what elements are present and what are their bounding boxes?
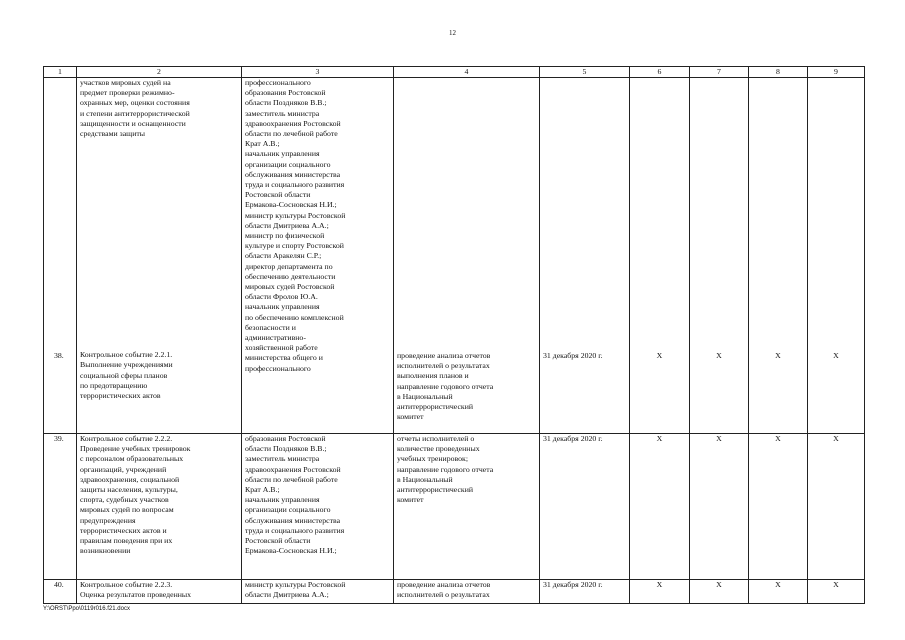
mark-cell: Х <box>690 78 749 434</box>
row-number: 39. <box>44 434 77 580</box>
column-header: 6 <box>630 67 690 78</box>
event-cell: участков мировых судей на предмет проверки режимно- охранных мер, оценки состояния и степени антитеррористической защищенности и оснащенности средствами защиты Контрольное событие 2.2.1. Выполнение учреждениями социальной сферы планов по предотвращению террористических актов <box>77 78 242 434</box>
mark-cell: Х <box>808 580 865 604</box>
mark-cell: Х <box>630 580 690 604</box>
mark-cell: Х <box>808 78 865 434</box>
responsible-cell: образования Ростовской области Поздняков В.В.; заместитель министра здравоохранения Ростовской области по лечебной работе Крат А.В.; начальник управления организации социального обслуживания министерства труда и социального развития Ростовской области Ермакова-Сосновская Н.И.; <box>242 434 394 580</box>
mark-cell: Х <box>749 78 808 434</box>
responsible-cell: министр культуры Ростовской области Дмитриева А.А.; <box>242 580 394 604</box>
mark-cell: Х <box>690 580 749 604</box>
mark-cell: Х <box>808 434 865 580</box>
row-number-38: 38. <box>54 351 64 360</box>
deadline-cell: 31 декабря 2020 г. <box>540 580 630 604</box>
result-cell: проведение анализа отчетов исполнителей о результатах <box>394 580 540 604</box>
event-cell: Контрольное событие 2.2.3. Оценка результатов проведенных <box>77 580 242 604</box>
event-cell: Контрольное событие 2.2.2. Проведение учебных тренировок с персоналом образовательных организаций, учреждений здравоохранения, социальной защиты населения, культуры, спорта, судебных участков мировых судей по вопросам предупреждения террористических актов и правилам поведения при их возникновении <box>77 434 242 580</box>
table-row-40 <box>44 580 865 604</box>
column-header: 1 <box>44 67 77 78</box>
mark-cell: Х <box>749 434 808 580</box>
table-row-39 <box>44 434 865 580</box>
result-cell: проведение анализа отчетов исполнителей о результатах выполнения планов и направление годового отчета в Национальный антитеррористический комитет <box>394 78 540 434</box>
column-header: 9 <box>808 67 865 78</box>
column-header: 3 <box>242 67 394 78</box>
mark-cell: Х <box>630 434 690 580</box>
file-path-footer: Y:\ORST\Ppo\0119r016.f21.docx <box>43 606 130 612</box>
column-header: 7 <box>690 67 749 78</box>
row-number <box>44 78 77 434</box>
mark-cell: Х <box>630 78 690 434</box>
result-cell: отчеты исполнителей о количестве проведенных учебных тренировок; направление годового отчета в Национальный антитеррористический комитет <box>394 434 540 580</box>
page-number: 12 <box>449 29 456 37</box>
column-header: 8 <box>749 67 808 78</box>
column-number-header <box>44 67 865 78</box>
deadline-cell: 31 декабря 2020 г. <box>540 434 630 580</box>
responsible-cell: профессионального образования Ростовской области Поздняков В.В.; заместитель министра здравоохранения Ростовской области по лечебной работе Крат А.В.; начальник управления организации социального обслуживания министерства труда и социального развития Ростовской области Ермакова-Сосновская Н.И.; министр культуры Ростовской области Дмитриева А.А.; министр по физической культуре и спорту Ростовской области Аракелян С.Р.; директор департамента по обеспечению деятельности мировых судей Ростовской области Фролов Ю.А. начальник управления по обеспечению комплексной безопасности и административно- хозяйственной работе министерства общего и профессионального <box>242 78 394 434</box>
column-header: 4 <box>394 67 540 78</box>
mark-cell: Х <box>749 580 808 604</box>
table-row-continuation-38 <box>44 78 865 434</box>
column-header: 5 <box>540 67 630 78</box>
row-number: 40. <box>44 580 77 604</box>
mark-cell: Х <box>690 434 749 580</box>
deadline-cell: 31 декабря 2020 г. <box>540 78 630 434</box>
plan-table <box>43 66 865 604</box>
column-header: 2 <box>77 67 242 78</box>
